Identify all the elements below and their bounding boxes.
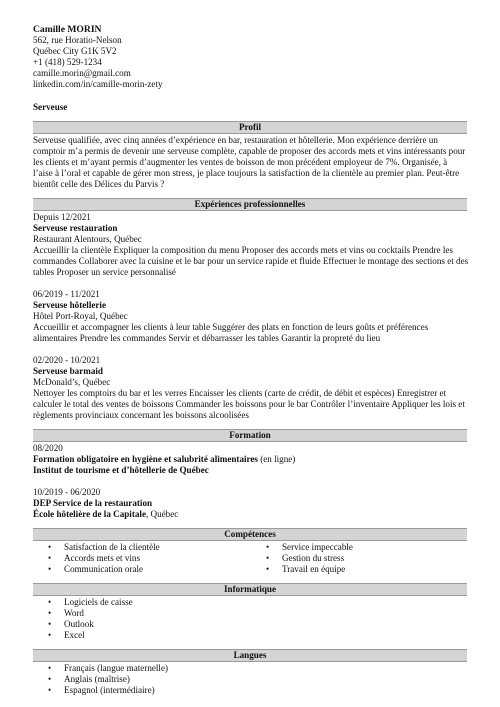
education-degree-suffix: (en ligne)	[257, 454, 296, 464]
section-heading-profile: Profil	[33, 121, 467, 134]
experience-description-line: Accueillir la clientèle Expliquer la composition du menu Proposer des accords mets et vins ou cocktails Prendre les	[33, 245, 453, 255]
profile-line: Serveuse qualifiée, avec cinq années d’expérience en bar, restauration et hôtellerie. Mon expérience derrière un	[33, 135, 438, 145]
languages-list	[33, 663, 467, 696]
experience-title: Serveuse barmaid	[33, 366, 103, 376]
education-school-suffix: , Québec	[145, 509, 179, 519]
education-school: Institut de tourisme et d’hôtellerie de Québec	[33, 465, 209, 475]
computing-item: • Word	[33, 608, 467, 619]
contact-block	[33, 24, 467, 90]
education-degree-line	[33, 454, 467, 465]
phone-number: +1 (418) 529-1234	[33, 57, 102, 67]
profile-line: comptoir m’a permis de devenir une serveuse complète, capable de proposer des accords mets et vins intéressants pour	[33, 146, 466, 156]
computing-list	[33, 597, 467, 641]
education-degree-line	[33, 498, 467, 509]
address-line-2: Québec City G1K 5V2	[33, 46, 117, 56]
experience-description-line: tables Proposer un service personnalisé	[33, 267, 176, 277]
experience-employer: Restaurant Alentours, Québec	[33, 234, 142, 244]
experience-description-line: règlements provinciaux concernant les boissons alcoolisées	[33, 410, 249, 420]
experience-description-line: commandes Collaborer avec la cuisine et le bar pour un service rapide et fluide Effectuer le montage des sections et des	[33, 256, 469, 266]
profile-line: bientôt celle des Délices du Parvis ?	[33, 179, 165, 189]
experience-description-line: Nettoyer les comptoirs du bar et les verres Encaisser les clients (carte de crédit, de débit et espèces) Enregistrer et	[33, 388, 447, 398]
section-heading-skills: Compétences	[33, 528, 467, 541]
skills-list-left	[33, 542, 249, 575]
experience-description-line: alimentaires Prendre les commandes Servir et débarrasser les tables Garantir la propreté du lieu	[33, 333, 381, 343]
experience-title: Serveuse restauration	[33, 223, 118, 233]
section-heading-computing: Informatique	[33, 583, 467, 596]
experience-entry	[33, 212, 467, 278]
skill-item: • Accords mets et vins	[33, 553, 249, 564]
skill-item: • Travail en équipe	[251, 564, 467, 575]
experience-employer: Hôtel Port-Royal, Québec	[33, 311, 128, 321]
language-item: • Espagnol (intermédiaire)	[33, 685, 467, 696]
skill-item: • Gestion du stress	[251, 553, 467, 564]
job-title: Serveuse	[33, 102, 68, 112]
computing-item: • Logiciels de caisse	[33, 597, 467, 608]
profile-line: les clients et m’ayant permis d’augmenter les ventes de boisson de mon précédent employeur de 7%. Organisée, à	[33, 157, 448, 167]
language-item: • Anglais (maîtrise)	[33, 674, 467, 685]
education-degree: Formation obligatoire en hygiène et salubrité alimentaires	[33, 454, 258, 464]
skill-item: • Communication orale	[33, 564, 249, 575]
education-school-line	[33, 509, 467, 520]
skill-item: • Service impeccable	[251, 542, 467, 553]
experience-description-line: Accueillir et accompagner les clients à leur table Suggérer des plats en fonction de leurs goûts et préférences	[33, 322, 429, 332]
experience-employer: McDonald’s, Québec	[33, 377, 111, 387]
experience-dates: 02/2020 - 10/2021	[33, 355, 101, 365]
experience-dates: 06/2019 - 11/2021	[33, 289, 100, 299]
language-item: • Français (langue maternelle)	[33, 663, 467, 674]
address-line-1: 562, rue Horatio-Nelson	[33, 35, 122, 45]
email-address: camille.morin@gmail.com	[33, 68, 131, 78]
experience-description-line: calculer le total des ventes de boissons Commander les boissons pour le bar Contrôler l’inventaire Appliquer les lois et	[33, 399, 465, 409]
section-heading-experience: Expériences professionnelles	[33, 198, 467, 211]
education-school-line	[33, 465, 467, 476]
education-degree: DEP Service de la restauration	[33, 498, 153, 508]
candidate-name: Camille MORIN	[33, 24, 102, 35]
skill-item: • Satisfaction de la clientèle	[33, 542, 249, 553]
skills-list-right	[249, 542, 467, 575]
computing-item: • Outlook	[33, 619, 467, 630]
linkedin-url: linkedin.com/in/camille-morin-zety	[33, 79, 163, 89]
experience-dates: Depuis 12/2021	[33, 212, 91, 222]
computing-item: • Excel	[33, 630, 467, 641]
skills-columns	[33, 541, 467, 575]
profile-text	[33, 135, 467, 190]
education-dates: 10/2019 - 06/2020	[33, 487, 101, 497]
section-heading-education: Formation	[33, 429, 467, 442]
education-entry	[33, 443, 467, 476]
profile-line: l’aise à l’oral et capable de gérer mon stress, je place toujours la satisfaction de la clientèle au premier plan. Peut-être	[33, 168, 460, 178]
education-dates: 08/2020	[33, 443, 63, 453]
experience-title: Serveuse hôtellerie	[33, 300, 106, 310]
education-entry	[33, 487, 467, 520]
education-school: École hôtelière de la Capitale	[33, 509, 146, 519]
section-heading-languages: Langues	[33, 649, 467, 662]
experience-entry	[33, 289, 467, 344]
experience-entry	[33, 355, 467, 421]
